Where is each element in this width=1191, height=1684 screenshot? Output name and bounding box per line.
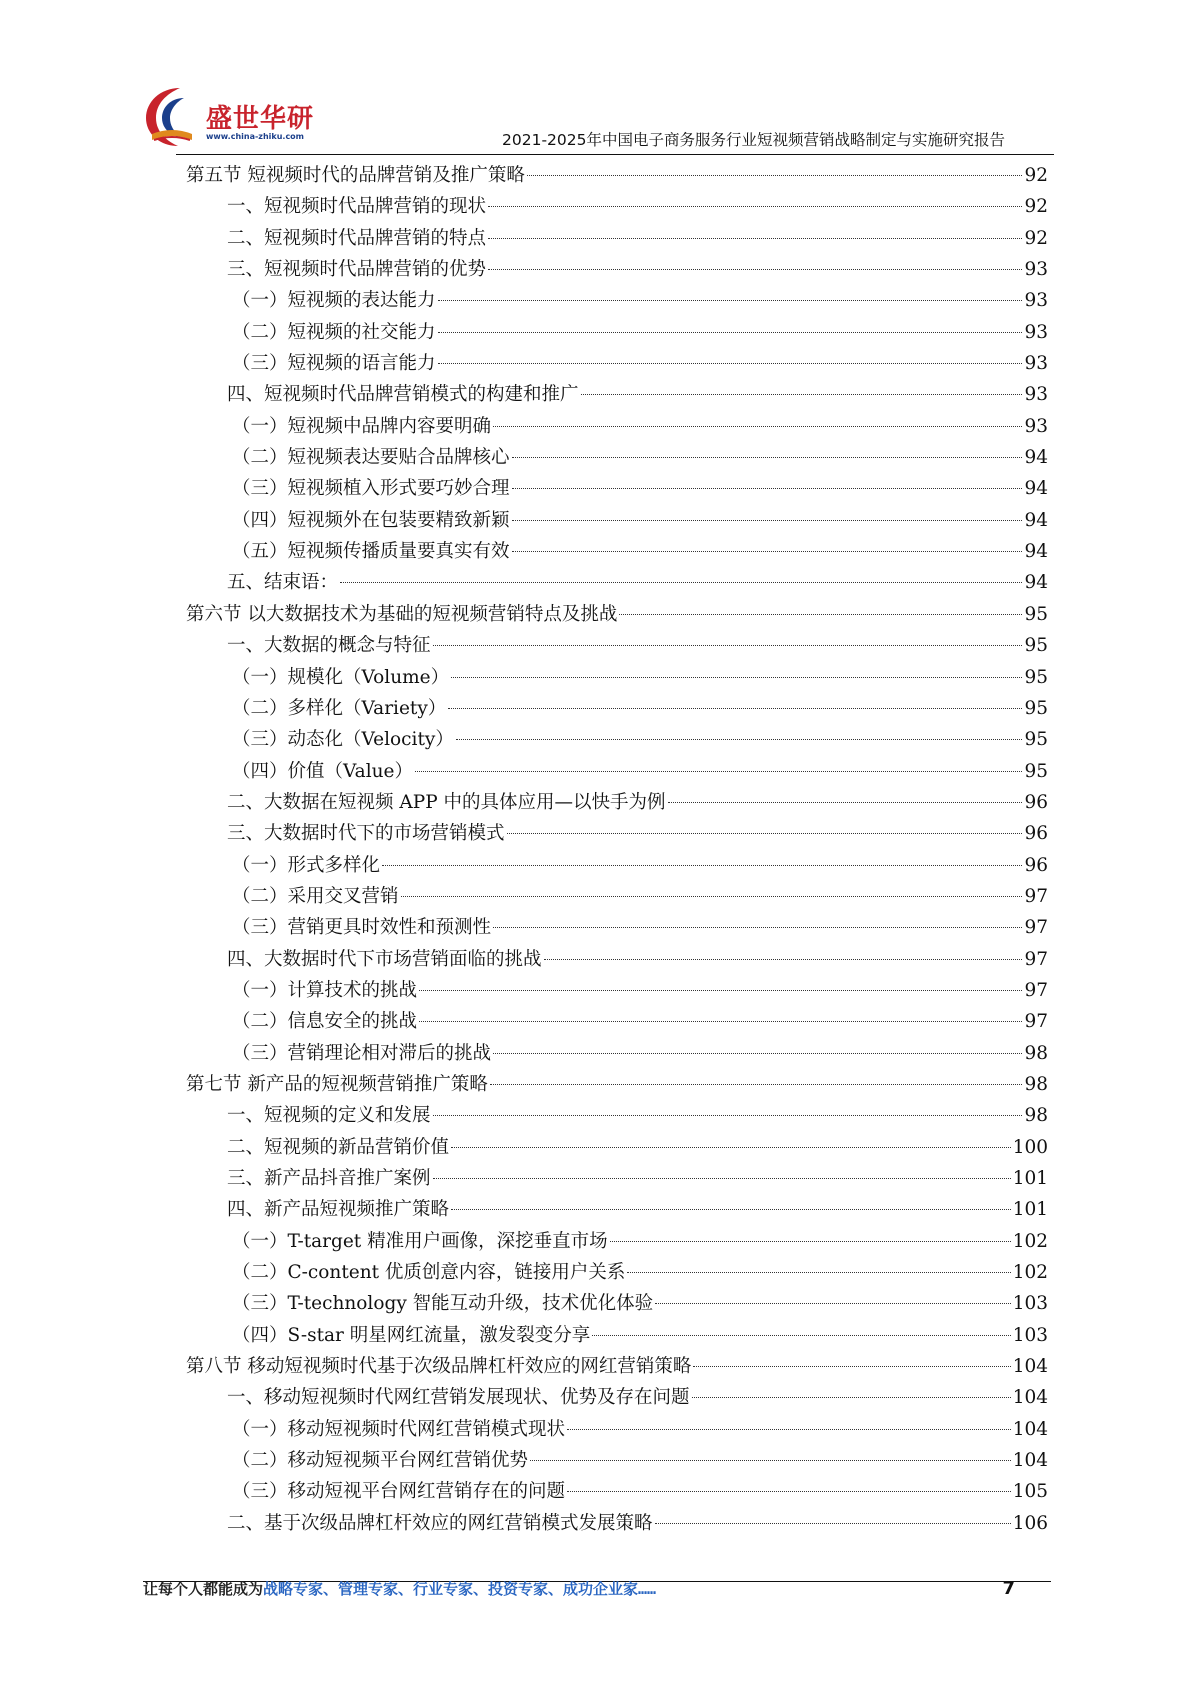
toc-dot-leader bbox=[655, 1303, 1011, 1304]
toc-entry-page: 95 bbox=[1024, 697, 1048, 719]
header-divider bbox=[176, 154, 1054, 155]
toc-entry[interactable] bbox=[186, 630, 1048, 661]
toc-entry-page: 94 bbox=[1024, 478, 1048, 500]
toc-entry-page: 97 bbox=[1024, 948, 1048, 970]
logo-name: 盛世华研 bbox=[206, 104, 315, 134]
toc-dot-leader bbox=[433, 1115, 1023, 1116]
toc-dot-leader bbox=[512, 551, 1023, 552]
footer-slogan-prefix: 让每个人都能成为 bbox=[143, 1580, 264, 1598]
toc-dot-leader bbox=[567, 1491, 1011, 1492]
toc-entry[interactable] bbox=[186, 223, 1048, 254]
toc-entry-title: 一、大数据的概念与特征 bbox=[227, 635, 431, 657]
footer-slogan-highlight: 战略专家、管理专家、行业专家、投资专家、成功企业家…… bbox=[263, 1580, 657, 1598]
toc-dot-leader bbox=[415, 771, 1022, 772]
toc-entry-page: 96 bbox=[1024, 791, 1048, 813]
toc-entry-title: （二）采用交叉营销 bbox=[232, 885, 399, 907]
toc-entry-page: 92 bbox=[1024, 165, 1048, 186]
toc-entry[interactable] bbox=[186, 1288, 1048, 1319]
toc-entry-page: 104 bbox=[1012, 1387, 1048, 1409]
toc-entry[interactable] bbox=[186, 473, 1048, 504]
toc-dot-leader bbox=[488, 206, 1022, 207]
toc-entry[interactable] bbox=[186, 787, 1048, 818]
toc-entry[interactable] bbox=[186, 505, 1048, 536]
toc-dot-leader bbox=[490, 1084, 1023, 1085]
toc-entry-page: 105 bbox=[1012, 1481, 1048, 1503]
toc-dot-leader bbox=[512, 520, 1023, 521]
toc-entry-title: （二）短视频表达要贴合品牌核心 bbox=[232, 447, 510, 469]
toc-entry-title: 三、大数据时代下的市场营销模式 bbox=[227, 823, 505, 845]
toc-entry[interactable] bbox=[186, 944, 1048, 975]
toc-entry-page: 103 bbox=[1012, 1324, 1048, 1346]
toc-entry[interactable] bbox=[186, 1508, 1048, 1539]
toc-entry-title: （一）形式多样化 bbox=[232, 854, 381, 876]
toc-entry-page: 106 bbox=[1012, 1512, 1048, 1534]
toc-dot-leader bbox=[692, 1397, 1011, 1398]
toc-entry-title: 五、结束语： bbox=[227, 572, 339, 594]
toc-entry-title: （一）计算技术的挑战 bbox=[232, 979, 418, 1001]
toc-entry-page: 102 bbox=[1012, 1262, 1048, 1284]
toc-entry-title: （三）动态化（Velocity） bbox=[232, 729, 454, 751]
toc-entry-title: （一）短视频的表达能力 bbox=[232, 290, 436, 312]
toc-entry[interactable] bbox=[186, 379, 1048, 410]
toc-entry-page: 95 bbox=[1024, 635, 1048, 657]
toc-entry-page: 93 bbox=[1024, 415, 1048, 437]
toc-dot-leader bbox=[493, 927, 1022, 928]
toc-entry-title: （二）C-content 优质创意内容，链接用户关系 bbox=[232, 1262, 626, 1284]
toc-entry[interactable] bbox=[186, 1100, 1048, 1131]
toc-entry-title: （二）多样化（Variety） bbox=[232, 697, 447, 719]
toc-entry-page: 97 bbox=[1024, 917, 1048, 939]
toc-dot-leader bbox=[448, 708, 1022, 709]
toc-entry-title: 一、移动短视频时代网红营销发展现状、优势及存在问题 bbox=[227, 1387, 690, 1409]
logo-emblem-icon bbox=[140, 84, 204, 148]
toc-dot-leader bbox=[438, 300, 1023, 301]
toc-dot-leader bbox=[382, 865, 1022, 866]
toc-dot-leader bbox=[438, 363, 1023, 364]
toc-dot-leader bbox=[619, 614, 1022, 615]
toc-dot-leader bbox=[567, 1429, 1011, 1430]
toc-entry[interactable] bbox=[186, 1476, 1048, 1507]
toc-entry-page: 93 bbox=[1024, 353, 1048, 375]
toc-entry-page: 92 bbox=[1024, 196, 1048, 218]
toc-entry-page: 95 bbox=[1024, 729, 1048, 751]
toc-entry-title: 三、新产品抖音推广案例 bbox=[227, 1168, 431, 1189]
toc-entry-title: 二、基于次级品牌杠杆效应的网红营销模式发展策略 bbox=[227, 1512, 653, 1534]
toc-entry[interactable] bbox=[186, 442, 1048, 473]
toc-entry[interactable] bbox=[186, 1414, 1048, 1445]
toc-entry-title: 第五节 短视频时代的品牌营销及推广策略 bbox=[186, 165, 525, 186]
toc-entry-title: （一）规模化（Volume） bbox=[232, 666, 450, 688]
toc-entry-page: 101 bbox=[1012, 1168, 1048, 1189]
toc-entry-page: 98 bbox=[1024, 1073, 1048, 1095]
toc-entry[interactable] bbox=[186, 1132, 1048, 1163]
company-logo bbox=[140, 82, 330, 152]
toc-dot-leader bbox=[433, 645, 1023, 646]
toc-entry[interactable] bbox=[186, 254, 1048, 285]
toc-entry-title: 第八节 移动短视频时代基于次级品牌杠杆效应的网红营销策略 bbox=[186, 1356, 692, 1378]
toc-entry[interactable] bbox=[186, 818, 1048, 849]
toc-entry[interactable] bbox=[186, 756, 1048, 787]
toc-entry-page: 97 bbox=[1024, 885, 1048, 907]
toc-entry-page: 98 bbox=[1024, 1042, 1048, 1064]
toc-entry[interactable] bbox=[186, 693, 1048, 724]
toc-dot-leader bbox=[493, 426, 1022, 427]
toc-dot-leader bbox=[456, 739, 1023, 740]
toc-dot-leader bbox=[512, 488, 1023, 489]
toc-entry[interactable] bbox=[186, 850, 1048, 881]
toc-entry-title: 第六节 以大数据技术为基础的短视频营销特点及挑战 bbox=[186, 603, 618, 625]
toc-entry-page: 95 bbox=[1024, 666, 1048, 688]
toc-entry-title: （二）信息安全的挑战 bbox=[232, 1011, 418, 1033]
toc-entry[interactable] bbox=[186, 1006, 1048, 1037]
toc-entry-page: 93 bbox=[1024, 384, 1048, 406]
toc-entry-title: （四）价值（Value） bbox=[232, 760, 413, 782]
footer-slogan bbox=[143, 1578, 656, 1599]
toc-entry-title: （三）短视频的语言能力 bbox=[232, 353, 436, 375]
toc-entry-title: 四、新产品短视频推广策略 bbox=[227, 1199, 450, 1221]
toc-dot-leader bbox=[438, 332, 1023, 333]
toc-entry[interactable] bbox=[186, 912, 1048, 943]
toc-entry[interactable] bbox=[186, 1351, 1048, 1382]
toc-entry-title: 一、短视频的定义和发展 bbox=[227, 1105, 431, 1127]
toc-entry[interactable] bbox=[186, 599, 1048, 630]
report-title: 2021-2025年中国电子商务服务行业短视频营销战略制定与实施研究报告 bbox=[502, 131, 1005, 149]
toc-entry-title: 三、短视频时代品牌营销的优势 bbox=[227, 259, 487, 281]
toc-entry-title: （一）短视频中品牌内容要明确 bbox=[232, 415, 492, 437]
logo-url: www.china-zhiku.com bbox=[206, 132, 305, 141]
toc-entry-title: （五）短视频传播质量要真实有效 bbox=[232, 541, 510, 563]
toc-entry-page: 98 bbox=[1024, 1105, 1048, 1127]
toc-entry[interactable] bbox=[186, 317, 1048, 348]
toc-entry[interactable] bbox=[186, 1069, 1048, 1100]
toc-dot-leader bbox=[419, 1021, 1022, 1022]
toc-entry-title: （三）移动短视平台网红营销存在的问题 bbox=[232, 1481, 566, 1503]
toc-dot-leader bbox=[433, 1178, 1011, 1179]
toc-entry-title: 二、短视频时代品牌营销的特点 bbox=[227, 227, 487, 249]
toc-entry-title: 一、短视频时代品牌营销的现状 bbox=[227, 196, 487, 218]
toc-entry[interactable] bbox=[186, 662, 1048, 693]
toc-entry[interactable] bbox=[186, 975, 1048, 1006]
toc-entry-page: 101 bbox=[1012, 1199, 1048, 1221]
toc-dot-leader bbox=[530, 1460, 1011, 1461]
toc-entry-title: 第七节 新产品的短视频营销推广策略 bbox=[186, 1073, 488, 1095]
toc-entry-page: 94 bbox=[1024, 572, 1048, 594]
toc-entry-page: 104 bbox=[1012, 1450, 1048, 1472]
toc-entry-page: 94 bbox=[1024, 541, 1048, 563]
toc-entry-title: （三）营销更具时效性和预测性 bbox=[232, 917, 492, 939]
toc-entry-page: 103 bbox=[1012, 1293, 1048, 1315]
toc-dot-leader bbox=[451, 1209, 1011, 1210]
toc-entry-title: 二、大数据在短视频 APP 中的具体应用—以快手为例 bbox=[227, 791, 666, 813]
toc-entry-page: 97 bbox=[1024, 1011, 1048, 1033]
toc-dot-leader bbox=[668, 802, 1023, 803]
toc-entry-page: 93 bbox=[1024, 321, 1048, 343]
toc-dot-leader bbox=[451, 1147, 1011, 1148]
toc-entry-page: 95 bbox=[1024, 603, 1048, 625]
toc-entry-title: （二）短视频的社交能力 bbox=[232, 321, 436, 343]
toc-entry-page: 104 bbox=[1012, 1418, 1048, 1440]
toc-entry[interactable] bbox=[186, 1382, 1048, 1413]
toc-entry-page: 94 bbox=[1024, 447, 1048, 469]
toc-entry-title: （一）移动短视频时代网红营销模式现状 bbox=[232, 1418, 566, 1440]
toc-entry-title: （三）营销理论相对滞后的挑战 bbox=[232, 1042, 492, 1064]
page-number: 7 bbox=[1002, 1578, 1015, 1599]
toc-dot-leader bbox=[610, 1241, 1011, 1242]
toc-entry[interactable] bbox=[186, 1226, 1048, 1257]
toc-entry-page: 97 bbox=[1024, 979, 1048, 1001]
toc-entry-page: 95 bbox=[1024, 760, 1048, 782]
toc-entry-title: 四、短视频时代品牌营销模式的构建和推广 bbox=[227, 384, 579, 406]
toc-entry[interactable] bbox=[186, 1038, 1048, 1069]
toc-dot-leader bbox=[451, 677, 1022, 678]
toc-entry-title: （三）T-technology 智能互动升级，技术优化体验 bbox=[232, 1293, 654, 1315]
toc-entry[interactable] bbox=[186, 1445, 1048, 1476]
toc-entry-page: 104 bbox=[1012, 1356, 1048, 1378]
toc-entry-title: 二、短视频的新品营销价值 bbox=[227, 1136, 450, 1158]
toc-entry[interactable] bbox=[186, 285, 1048, 316]
toc-entry[interactable] bbox=[186, 536, 1048, 567]
toc-entry-title: （三）短视频植入形式要巧妙合理 bbox=[232, 478, 510, 500]
toc-dot-leader bbox=[340, 582, 1022, 583]
toc-dot-leader bbox=[488, 238, 1022, 239]
toc-entry[interactable] bbox=[186, 191, 1048, 222]
toc-entry-page: 96 bbox=[1024, 823, 1048, 845]
toc-entry[interactable] bbox=[186, 1163, 1048, 1194]
toc-dot-leader bbox=[493, 1053, 1022, 1054]
toc-entry[interactable] bbox=[186, 160, 1048, 191]
toc-entry-title: （四）短视频外在包装要精致新颖 bbox=[232, 509, 510, 531]
toc-entry-title: 四、大数据时代下市场营销面临的挑战 bbox=[227, 948, 542, 970]
toc-entry[interactable] bbox=[186, 567, 1048, 598]
toc-entry[interactable] bbox=[186, 881, 1048, 912]
toc-dot-leader bbox=[592, 1335, 1010, 1336]
toc-dot-leader bbox=[544, 959, 1023, 960]
toc-entry-page: 93 bbox=[1024, 290, 1048, 312]
toc-entry[interactable] bbox=[186, 1320, 1048, 1351]
toc-entry[interactable] bbox=[186, 411, 1048, 442]
toc-dot-leader bbox=[693, 1366, 1010, 1367]
toc-dot-leader bbox=[581, 394, 1023, 395]
toc-entry-page: 92 bbox=[1024, 227, 1048, 249]
toc-dot-leader bbox=[507, 833, 1023, 834]
toc-entry-title: （二）移动短视频平台网红营销优势 bbox=[232, 1450, 529, 1472]
toc-dot-leader bbox=[512, 457, 1023, 458]
toc-entry[interactable] bbox=[186, 724, 1048, 755]
toc-dot-leader bbox=[527, 175, 1023, 176]
toc-dot-leader bbox=[488, 269, 1022, 270]
toc-dot-leader bbox=[419, 990, 1022, 991]
toc-entry[interactable] bbox=[186, 1257, 1048, 1288]
toc-entry[interactable] bbox=[186, 348, 1048, 379]
toc-entry-page: 100 bbox=[1012, 1136, 1048, 1158]
toc-entry-title: （四）S-star 明星网红流量，激发裂变分享 bbox=[232, 1324, 591, 1346]
toc-dot-leader bbox=[401, 896, 1023, 897]
toc-entry-page: 102 bbox=[1012, 1230, 1048, 1252]
toc-dot-leader bbox=[655, 1523, 1011, 1524]
table-of-contents bbox=[186, 160, 1048, 1539]
toc-dot-leader bbox=[627, 1272, 1010, 1273]
toc-entry-page: 96 bbox=[1024, 854, 1048, 876]
toc-entry-page: 93 bbox=[1024, 259, 1048, 281]
toc-entry-page: 94 bbox=[1024, 509, 1048, 531]
toc-entry[interactable] bbox=[186, 1194, 1048, 1225]
toc-entry-title: （一）T-target 精准用户画像，深挖垂直市场 bbox=[232, 1230, 608, 1252]
